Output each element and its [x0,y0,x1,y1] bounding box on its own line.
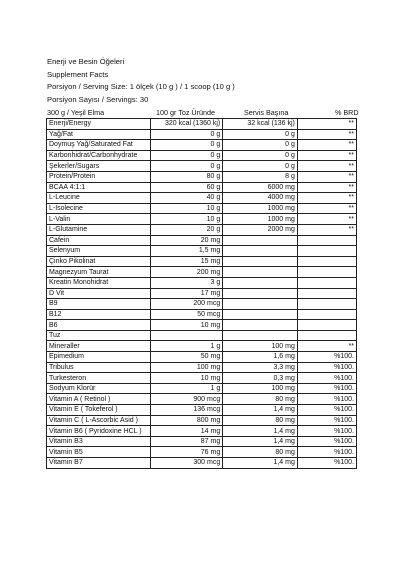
section-subtitle: Supplement Facts [47,69,109,79]
per-100g-value: 76 mg [150,447,223,458]
nutrient-name: Vitamin B6 ( Pyridoxine HCL ) [47,426,151,437]
brd-value [297,299,356,310]
table-row [47,383,357,394]
table-row [47,373,357,384]
nutrient-name: Kreatin Monohidrat [47,277,151,288]
table-row [47,224,357,235]
table-row [47,288,357,299]
nutrient-name: Selenyum [47,246,151,257]
per-100g-value: 20 mg [150,235,223,246]
per-100g-value: 87 mg [150,436,223,447]
per-100g-value [150,330,223,341]
per-serving-value: 8 g [223,171,298,182]
per-100g-value: 320 kcal (1360 kj) [150,119,223,130]
per-100g-value: 0 g [150,161,223,172]
brd-value: ** [297,182,356,193]
brd-value: %100. [297,383,356,394]
table-row [47,256,357,267]
table-row [47,203,357,214]
nutrient-name: Turkesteron [47,373,151,384]
nutrient-name: B9 [47,299,151,310]
column-headers [47,108,357,117]
brd-value: %100. [297,426,356,437]
table-row [47,458,357,469]
table-row [47,214,357,225]
per-serving-value: 1,4 mg [223,426,298,437]
nutrient-name: B6 [47,320,151,331]
nutrient-name: Sodyum Klorür [47,383,151,394]
nutrient-name: Protein/Protein [47,171,151,182]
per-100g-value: 1 g [150,383,223,394]
servings-count: Porsiyon Sayısı / Servings: 30 [47,94,149,104]
per-100g-header: 100 gr Toz Üründe [156,108,216,117]
product-label: 300 g / Yeşil Elma [47,108,105,117]
table-row [47,426,357,437]
table-row [47,330,357,341]
per-100g-value: 40 g [150,193,223,204]
brd-value: ** [297,341,356,352]
brd-value: ** [297,203,356,214]
nutrient-name: L-Leucine [47,193,151,204]
per-serving-value: 0 g [223,161,298,172]
brd-value [297,256,356,267]
table-row [47,352,357,363]
per-serving-value: 3,3 mg [223,362,298,373]
table-row [47,235,357,246]
brd-value: ** [297,171,356,182]
brd-value [297,309,356,320]
brd-value [297,288,356,299]
nutrient-name: Vitamin B5 [47,447,151,458]
per-serving-value: 80 mg [223,394,298,405]
per-serving-value: 6000 mg [223,182,298,193]
per-100g-value: 20 g [150,224,223,235]
brd-value: ** [297,140,356,151]
per-100g-value: 14 mg [150,426,223,437]
table-row [47,394,357,405]
table-row [47,140,357,151]
brd-value: %100. [297,362,356,373]
table-row [47,267,357,278]
serving-size: Porsiyon / Serving Size: 1 ölçek (10 g ) / 1 scoop (10 g ) [47,82,235,92]
per-100g-value: 1 g [150,341,223,352]
brd-value: %100. [297,394,356,405]
nutrition-table [46,118,357,469]
brd-value [297,267,356,278]
per-100g-value: 10 mg [150,373,223,384]
per-serving-value: 100 mg [223,383,298,394]
per-100g-value: 800 mg [150,415,223,426]
per-100g-value: 80 g [150,171,223,182]
nutrient-name: Vitamin B3 [47,436,151,447]
table-row [47,415,357,426]
per-serving-value [223,330,298,341]
table-row [47,182,357,193]
per-serving-value: 80 mg [223,415,298,426]
nutrient-name: Enerji/Energy [47,119,151,130]
nutrient-name: Cafein [47,235,151,246]
per-serving-value: 1,6 mg [223,352,298,363]
per-100g-value: 300 mcg [150,458,223,469]
brd-value: %100. [297,458,356,469]
per-serving-value: 0 g [223,129,298,140]
brd-value [297,246,356,257]
brd-value: ** [297,119,356,130]
nutrient-name: Tribulus [47,362,151,373]
per-serving-value: 1,4 mg [223,405,298,416]
brd-value: ** [297,129,356,140]
per-100g-value: 100 mg [150,362,223,373]
nutrient-name: Karbonhidrat/Carbonhydrate [47,150,151,161]
nutrient-name: Doymuş Yağ/Saturated Fat [47,140,151,151]
table-row [47,309,357,320]
brd-value: %100. [297,405,356,416]
nutrient-name: Vitamin B7 [47,458,151,469]
nutrient-name: BCAA 4:1:1 [47,182,151,193]
brd-value: %100. [297,447,356,458]
table-row [47,320,357,331]
per-100g-value: 0 g [150,140,223,151]
nutrient-name: Vitamin A ( Retinol ) [47,394,151,405]
brd-header: % BRD [335,108,359,117]
per-serving-value: 0 g [223,140,298,151]
per-100g-value: 10 g [150,203,223,214]
table-row [47,447,357,458]
brd-value: ** [297,150,356,161]
per-100g-value: 60 g [150,182,223,193]
per-100g-value: 900 mcg [150,394,223,405]
per-serving-value: 2000 mg [223,224,298,235]
table-row [47,405,357,416]
table-row [47,362,357,373]
brd-value: %100. [297,352,356,363]
per-serving-value: 0 g [223,150,298,161]
per-serving-value: 80 mg [223,447,298,458]
per-serving-value [223,246,298,257]
per-100g-value: 10 g [150,214,223,225]
per-serving-value [223,288,298,299]
per-serving-value [223,235,298,246]
table-row [47,129,357,140]
per-100g-value: 0 g [150,150,223,161]
per-100g-value: 15 mg [150,256,223,267]
nutrient-name: L-Glutamine [47,224,151,235]
brd-value: %100. [297,415,356,426]
per-serving-value [223,320,298,331]
per-100g-value: 200 mg [150,267,223,278]
table-row [47,171,357,182]
nutrient-name: Epimedium [47,352,151,363]
per-serving-header: Servis Başına [244,108,289,117]
nutrient-name: Şekerler/Sugars [47,161,151,172]
per-serving-value [223,267,298,278]
brd-value: ** [297,161,356,172]
table-row [47,277,357,288]
per-serving-value [223,299,298,310]
per-serving-value [223,277,298,288]
per-serving-value: 100 mg [223,341,298,352]
per-100g-value: 50 mg [150,352,223,363]
per-100g-value: 1,5 mg [150,246,223,257]
per-100g-value: 136 mcg [150,405,223,416]
nutrient-name: Mineraller [47,341,151,352]
per-serving-value: 32 kcal (136 kj) [223,119,298,130]
nutrient-name: B12 [47,309,151,320]
table-row [47,161,357,172]
nutrient-name: Vitamin E ( Tokeferol ) [47,405,151,416]
brd-value [297,330,356,341]
brd-value: %100. [297,373,356,384]
nutrient-name: D Vit [47,288,151,299]
header-block [47,56,235,106]
nutrient-name: Yağ/Fat [47,129,151,140]
table-row [47,299,357,310]
table-row [47,341,357,352]
per-serving-value: 0,3 mg [223,373,298,384]
table-row [47,246,357,257]
brd-value [297,235,356,246]
per-100g-value: 0 g [150,129,223,140]
brd-value: ** [297,193,356,204]
nutrient-name: Çinko Pikolinat [47,256,151,267]
per-serving-value: 1000 mg [223,203,298,214]
brd-value: %100. [297,436,356,447]
table-row [47,150,357,161]
per-serving-value: 1,4 mg [223,458,298,469]
brd-value: ** [297,224,356,235]
nutrient-name: Magnezyum Taurat [47,267,151,278]
per-100g-value: 200 mcg [150,299,223,310]
brd-value [297,320,356,331]
brd-value: ** [297,214,356,225]
per-serving-value: 4000 mg [223,193,298,204]
per-serving-value: 1000 mg [223,214,298,225]
nutrient-name: L-Isolecine [47,203,151,214]
per-serving-value [223,309,298,320]
per-100g-value: 17 mg [150,288,223,299]
per-serving-value [223,256,298,267]
per-100g-value: 10 mg [150,320,223,331]
nutrient-name: Vitamin C ( L-Ascorbic Asid ) [47,415,151,426]
nutrient-name: L-Valin [47,214,151,225]
table-row [47,193,357,204]
per-100g-value: 50 mcg [150,309,223,320]
section-title: Enerji ve Besin Öğeleri [47,57,125,66]
table-row [47,119,357,130]
table-row [47,436,357,447]
brd-value [297,277,356,288]
per-serving-value: 1,4 mg [223,436,298,447]
nutrient-name: Tuz [47,330,151,341]
per-100g-value: 3 g [150,277,223,288]
